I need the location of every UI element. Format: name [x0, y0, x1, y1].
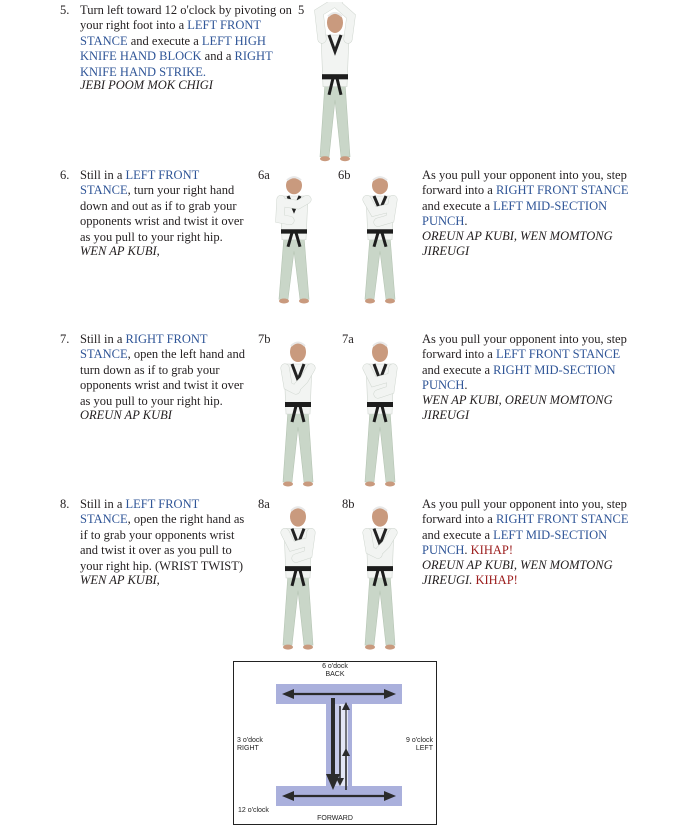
highlight-term: LEFT FRONT STANCE	[80, 168, 200, 198]
step-7-text	[80, 332, 252, 409]
diagram-top-label-2: BACK	[325, 671, 345, 678]
diagram-bottom-label: FORWARD	[317, 815, 353, 822]
step-6-number: 6.	[60, 168, 70, 182]
step-5-text	[80, 3, 295, 80]
martial-artist-photo-8a	[268, 497, 328, 655]
step-8-right-korean: OREUN AP KUBI, WEN MOMTONG JIREUGI. KIHAP!	[422, 558, 613, 588]
photo-label-7a: 7a	[342, 332, 354, 346]
step-8-right-text	[422, 497, 637, 559]
step-5-number: 5.	[60, 3, 70, 17]
step-6-right-korean: OREUN AP KUBI, WEN MOMTONG JIREUGI	[422, 229, 613, 259]
highlight-term: RIGHT KNIFE HAND STRIKE.	[80, 49, 273, 79]
text-run: and a	[201, 49, 235, 64]
text-run: Still in a	[80, 168, 126, 182]
diagram-right-label-1: 9 o'clock	[405, 737, 433, 744]
kihap-text: KIHAP!	[470, 543, 513, 558]
diagram-left-label-2: RIGHT	[237, 745, 259, 752]
diagram-bottom-left-label: 12 o'clock	[238, 807, 269, 814]
highlight-term: LEFT FRONT STANCE	[80, 18, 261, 48]
text-run: , turn your right hand down and out as if to grab your opponents wrist and twist it over as you pull to your right hip.	[80, 183, 244, 244]
photo-label-6a: 6a	[258, 168, 270, 182]
text-run: and execute a	[422, 362, 494, 377]
highlight-term: LEFT MID-SECTION PUNCH	[422, 198, 608, 229]
highlight-term: LEFT HIGH KNIFE HAND BLOCK	[80, 33, 266, 64]
photo-label-7b: 7b	[258, 332, 271, 346]
diagram-right-label-2: LEFT	[415, 745, 433, 752]
highlight-term: LEFT FRONT STANCE	[495, 347, 621, 362]
text-run: .	[464, 543, 471, 558]
text-run: Still in a	[80, 497, 126, 511]
step-5-korean: JEBI POOM MOK CHIGI	[80, 78, 213, 92]
martial-artist-photo-6a	[264, 168, 324, 308]
text-run: As you pull your opponent into you, step forward into a	[422, 168, 627, 198]
text-run: Turn left toward 12 o'clock by pivoting on your right foot into a	[80, 3, 292, 33]
step-8-kihap: KIHAP!	[475, 573, 518, 588]
text-run: and execute a	[422, 527, 494, 542]
text-run: Still in a	[80, 332, 126, 346]
text-run: As you pull your opponent into you, step forward into a	[422, 332, 627, 362]
martial-artist-photo-7b	[268, 332, 328, 492]
photo-label-8a: 8a	[258, 497, 270, 511]
text-run: As you pull your opponent into you, step forward into a	[422, 497, 627, 527]
martial-artist-photo-6b	[350, 168, 410, 308]
text-run: and execute a	[422, 198, 494, 213]
text-run: and execute a	[127, 33, 202, 48]
highlight-term: RIGHT FRONT STANCE	[495, 183, 629, 198]
pattern-diagram	[233, 661, 437, 825]
step-7-right-text	[422, 332, 637, 394]
step-7-right-korean: WEN AP KUBI, OREUN MOMTONG JIREUGI	[422, 393, 613, 423]
text-run: .	[464, 214, 468, 229]
step-8-number: 8.	[60, 497, 70, 511]
step-6-right-text	[422, 168, 637, 230]
photo-label-5: 5	[298, 3, 305, 17]
text-run: , open the right hand as if to grab your opponents wrist and twist it over as you pull to your right hip. (WRIST TWIST)	[80, 512, 245, 573]
step-6-text	[80, 168, 252, 245]
step-7-korean: OREUN AP KUBI	[80, 408, 172, 422]
diagram-left-label-1: 3 o'dock	[237, 737, 263, 744]
photo-label-6b: 6b	[338, 168, 351, 182]
martial-artist-photo-8b	[350, 497, 410, 655]
step-7-number: 7.	[60, 332, 70, 346]
step-6-korean: WEN AP KUBI,	[80, 244, 160, 258]
photo-label-8b: 8b	[342, 497, 355, 511]
highlight-term: RIGHT FRONT STANCE	[80, 332, 208, 362]
martial-artist-photo-7a	[350, 332, 410, 492]
text-run: , open the left hand and turn down as if to grab your opponents wrist and twist it over as you pull to your right hip.	[80, 347, 245, 408]
highlight-term: LEFT FRONT STANCE	[80, 497, 200, 527]
text-run: .	[464, 378, 468, 393]
highlight-term: RIGHT FRONT STANCE	[495, 512, 629, 527]
martial-artist-photo-5	[305, 2, 365, 167]
step-8-korean: WEN AP KUBI,	[80, 573, 160, 587]
highlight-term: RIGHT MID-SECTION PUNCH	[422, 362, 616, 393]
step-8-text	[80, 497, 252, 574]
highlight-term: LEFT MID-SECTION PUNCH	[422, 527, 608, 558]
diagram-top-label-1: 6 o'dock	[322, 663, 348, 670]
